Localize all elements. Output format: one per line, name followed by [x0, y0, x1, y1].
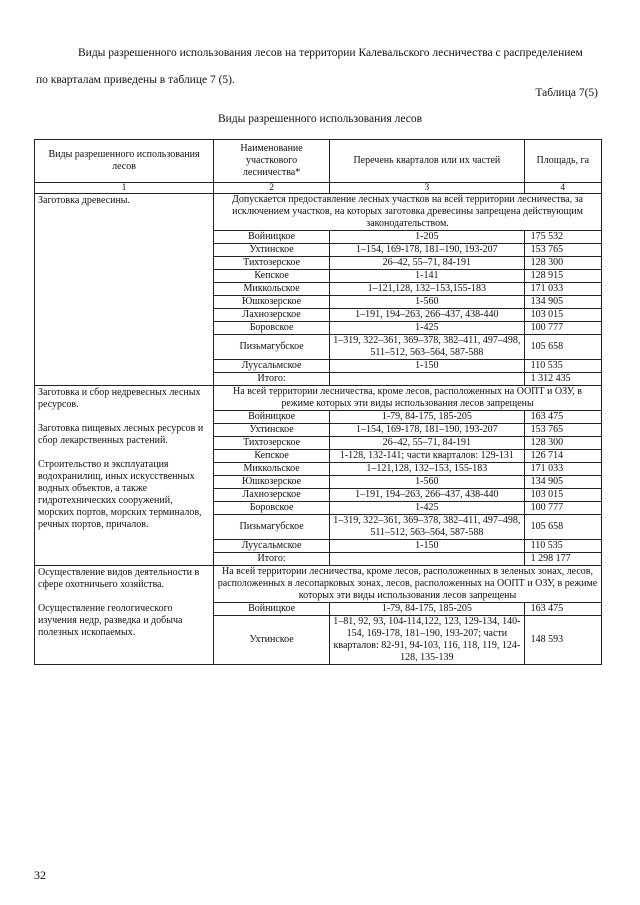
- district-name: Боровское: [214, 322, 330, 335]
- quarters-list: 1–121,128, 132–153, 155-183: [330, 463, 525, 476]
- quarters-list: 1-150: [330, 540, 525, 553]
- quarters-list: 1–81, 92, 93, 104-114,122, 123, 129-134, 140-154, 169-178, 181–190, 193-207; части кварталов: 82-91, 94-103, 116, 118, 119, 124-128, 135-139: [330, 616, 525, 665]
- table-number: Таблица 7(5): [535, 87, 598, 99]
- use-type-label: Заготовка и сбор недревесных лесных ресурсов.: [38, 387, 201, 410]
- quarters-list: 1-150: [330, 360, 525, 373]
- area-value: 110 535: [524, 540, 601, 553]
- area-value: 128 300: [524, 437, 601, 450]
- district-name: Войницкое: [214, 411, 330, 424]
- column-number: 1: [35, 183, 214, 194]
- area-value: 171 033: [524, 463, 601, 476]
- header-area: Площадь, га: [524, 140, 601, 183]
- quarters-list: 1-425: [330, 502, 525, 515]
- district-name: Войницкое: [214, 231, 330, 244]
- district-name: Лахнозерское: [214, 309, 330, 322]
- quarters-list: 1–121,128, 132–153,155-183: [330, 283, 525, 296]
- district-name: Луусальмское: [214, 540, 330, 553]
- district-name: Миккольское: [214, 283, 330, 296]
- table-title: Виды разрешенного использования лесов: [217, 113, 423, 125]
- section-note: На всей территории лесничества, кроме лесов, расположенных в зеленых зонах, лесов, расположенных в лесопарковых зонах, лесов, расположенных на ООПТ и ОЗУ, в режиме которых эти виды использования лесов запрещены: [214, 566, 602, 603]
- area-value: 103 015: [524, 309, 601, 322]
- section-note: На всей территории лесничества, кроме лесов, расположенных на ООПТ и ОЗУ, в режиме которых эти виды использования лесов запрещены: [214, 386, 602, 411]
- quarters-list: 1-425: [330, 322, 525, 335]
- section-note: Допускается предоставление лесных участков на всей территории лесничества, за исключением участков, на которых заготовка древесины запрещена действующим законодательством.: [214, 194, 602, 231]
- quarters-list: 1–319, 322–361, 369–378, 382–411, 497–498, 511–512, 563–564, 587-588: [330, 515, 525, 540]
- district-name: Луусальмское: [214, 360, 330, 373]
- area-value: 105 658: [524, 335, 601, 360]
- district-name: Пизьмагубское: [214, 335, 330, 360]
- area-value: 134 905: [524, 476, 601, 489]
- total-value: 1 298 177: [524, 553, 601, 566]
- section-note-row: [35, 194, 602, 231]
- district-name: Тихтозерское: [214, 437, 330, 450]
- area-value: 100 777: [524, 322, 601, 335]
- header-district-name: Наименование участкового лесничества*: [214, 140, 330, 183]
- total-label: Итого:: [214, 553, 330, 566]
- use-type-label: Заготовка древесины.: [38, 195, 131, 206]
- use-type-cell: [35, 386, 214, 566]
- quarters-list: 26–42, 55–71, 84-191: [330, 437, 525, 450]
- total-empty-cell: [330, 373, 525, 386]
- area-value: 103 015: [524, 489, 601, 502]
- district-name: Тихтозерское: [214, 257, 330, 270]
- total-label: Итого:: [214, 373, 330, 386]
- quarters-list: 1–191, 194–263, 266–437, 438-440: [330, 489, 525, 502]
- quarters-list: 1–154, 169-178, 181–190, 193-207: [330, 244, 525, 257]
- header-quarters: Перечень кварталов или их частей: [330, 140, 525, 183]
- quarters-list: 1-205: [330, 231, 525, 244]
- area-value: 134 905: [524, 296, 601, 309]
- area-value: 171 033: [524, 283, 601, 296]
- use-type-label: Заготовка пищевых лесных ресурсов и сбор лекарственных растений.: [38, 423, 204, 446]
- quarters-list: 1–319, 322–361, 369–378, 382–411, 497–498, 511–512, 563–564, 587-588: [330, 335, 525, 360]
- table-body: [35, 194, 602, 665]
- total-empty-cell: [330, 553, 525, 566]
- area-value: 163 475: [524, 411, 601, 424]
- quarters-list: 1-141: [330, 270, 525, 283]
- section-note-row: [35, 386, 602, 411]
- page-number: 32: [34, 868, 46, 882]
- use-type-cell: [35, 194, 214, 386]
- quarters-list: 26–42, 55–71, 84-191: [330, 257, 525, 270]
- use-type-label: Осуществление геологического изучения недр, разведка и добыча полезных ископаемых.: [38, 603, 183, 638]
- area-value: 110 535: [524, 360, 601, 373]
- total-value: 1 312 435: [524, 373, 601, 386]
- header-use-type: Виды разрешенного использования лесов: [35, 140, 214, 183]
- forest-use-table: [34, 139, 602, 665]
- district-name: Лахнозерское: [214, 489, 330, 502]
- column-number: 4: [524, 183, 601, 194]
- area-value: 175 532: [524, 231, 601, 244]
- area-value: 153 765: [524, 244, 601, 257]
- use-type-cell: [35, 566, 214, 665]
- area-value: 100 777: [524, 502, 601, 515]
- use-type-label: Осуществление видов деятельности в сфере охотничьего хозяйства.: [38, 567, 200, 590]
- use-type-label: Строительство и эксплуатация водохранилищ, иных искусственных водных объектов, а также гидротехнических сооружений, морских портов, морских терминалов, речных портов, причалов.: [38, 459, 202, 530]
- district-name: Кепское: [214, 450, 330, 463]
- column-number: 2: [214, 183, 330, 194]
- district-name: Ухтинское: [214, 424, 330, 437]
- district-name: Ухтинское: [214, 244, 330, 257]
- quarters-list: 1–191, 194–263, 266–437, 438-440: [330, 309, 525, 322]
- area-value: 105 658: [524, 515, 601, 540]
- quarters-list: 1-128, 132-141; части кварталов: 129-131: [330, 450, 525, 463]
- quarters-list: 1-560: [330, 476, 525, 489]
- district-name: Миккольское: [214, 463, 330, 476]
- district-name: Боровское: [214, 502, 330, 515]
- area-value: 153 765: [524, 424, 601, 437]
- section-note-row: [35, 566, 602, 603]
- column-number: 3: [330, 183, 525, 194]
- area-value: 128 300: [524, 257, 601, 270]
- quarters-list: 1-79, 84-175, 185-205: [330, 603, 525, 616]
- district-name: Ухтинское: [214, 616, 330, 665]
- district-name: Юшкозерское: [214, 476, 330, 489]
- quarters-list: 1–154, 169-178, 181–190, 193-207: [330, 424, 525, 437]
- district-name: Войницкое: [214, 603, 330, 616]
- area-value: 128 915: [524, 270, 601, 283]
- intro-paragraph: Виды разрешенного использования лесов на территории Калевальского лесничества с распределением по кварталам приведены в таблице 7 (5).: [36, 47, 583, 86]
- area-value: 148 593: [524, 616, 601, 665]
- district-name: Кепское: [214, 270, 330, 283]
- area-value: 163 475: [524, 603, 601, 616]
- district-name: Юшкозерское: [214, 296, 330, 309]
- quarters-list: 1-79, 84-175, 185-205: [330, 411, 525, 424]
- district-name: Пизьмагубское: [214, 515, 330, 540]
- quarters-list: 1-560: [330, 296, 525, 309]
- area-value: 126 714: [524, 450, 601, 463]
